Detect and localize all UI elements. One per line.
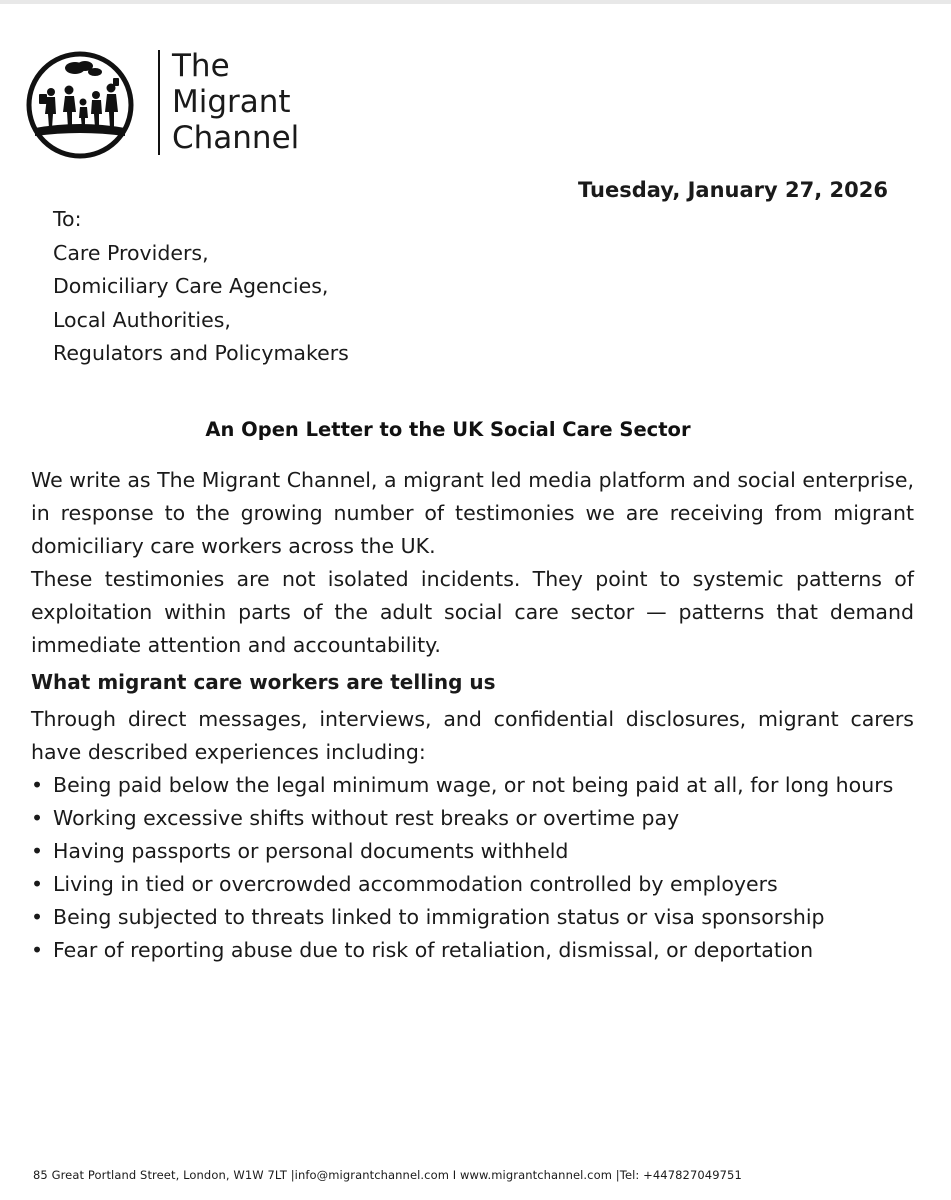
recipient-line: Domiciliary Care Agencies, bbox=[53, 274, 329, 298]
list-item bbox=[31, 835, 914, 868]
org-name-line: The bbox=[172, 48, 230, 84]
bullet-icon: • bbox=[31, 839, 44, 863]
list-item bbox=[31, 934, 914, 967]
top-edge bbox=[0, 0, 951, 4]
list-item-text: Being paid below the legal minimum wage, or not being paid at all, for long hours bbox=[53, 773, 894, 797]
list-item-text: Having passports or personal documents withheld bbox=[53, 839, 569, 863]
list-item bbox=[31, 901, 914, 934]
letter-body bbox=[31, 464, 914, 967]
list-item bbox=[31, 802, 914, 835]
bullet-icon: • bbox=[31, 905, 44, 929]
organization-logo bbox=[25, 48, 315, 158]
migrant-family-logo-icon bbox=[25, 50, 135, 160]
bullet-icon: • bbox=[31, 773, 44, 797]
list-item bbox=[31, 868, 914, 901]
section-intro: Through direct messages, interviews, and confidential disclosures, migrant carers have described experiences including: bbox=[31, 707, 914, 764]
second-paragraph: These testimonies are not isolated incidents. They point to systemic patterns of exploitation within parts of the adult social care sector — patterns that demand immediate attention and accountability. bbox=[31, 567, 914, 657]
recipient-line: Local Authorities, bbox=[53, 307, 231, 332]
recipients-label: To: bbox=[53, 207, 82, 231]
org-name-line: Migrant bbox=[172, 84, 291, 120]
list-item bbox=[31, 769, 914, 802]
letter-date: Tuesday, January 27, 2026 bbox=[578, 178, 888, 202]
recipients-block bbox=[53, 203, 349, 371]
org-name-line: Channel bbox=[172, 120, 300, 156]
letter-title: An Open Letter to the UK Social Care Sector bbox=[205, 418, 691, 441]
list-item-text: Working excessive shifts without rest breaks or overtime pay bbox=[53, 806, 680, 830]
recipient-line: Care Providers, bbox=[53, 240, 209, 265]
organization-name bbox=[172, 48, 299, 156]
list-item-text: Living in tied or overcrowded accommodation controlled by employers bbox=[53, 872, 778, 896]
list-item-text: Fear of reporting abuse due to risk of retaliation, dismissal, or deportation bbox=[53, 938, 814, 962]
testimony-list bbox=[31, 769, 914, 967]
recipient-line: Regulators and Policymakers bbox=[53, 341, 349, 365]
logo-divider bbox=[158, 50, 160, 155]
bullet-icon: • bbox=[31, 806, 44, 830]
list-item-text: Being subjected to threats linked to immigration status or visa sponsorship bbox=[53, 905, 825, 929]
section-heading: What migrant care workers are telling us bbox=[31, 670, 496, 694]
bullet-icon: • bbox=[31, 938, 44, 962]
bullet-icon: • bbox=[31, 872, 44, 896]
footer-contact: 85 Great Portland Street, London, W1W 7LT |info@migrantchannel.com I www.migrantchannel.com |Tel: +447827049751 bbox=[33, 1168, 742, 1182]
intro-paragraph: We write as The Migrant Channel, a migrant led media platform and social enterprise, in response to the growing number of testimonies we are receiving from migrant domiciliary care workers across the UK. bbox=[31, 468, 914, 558]
